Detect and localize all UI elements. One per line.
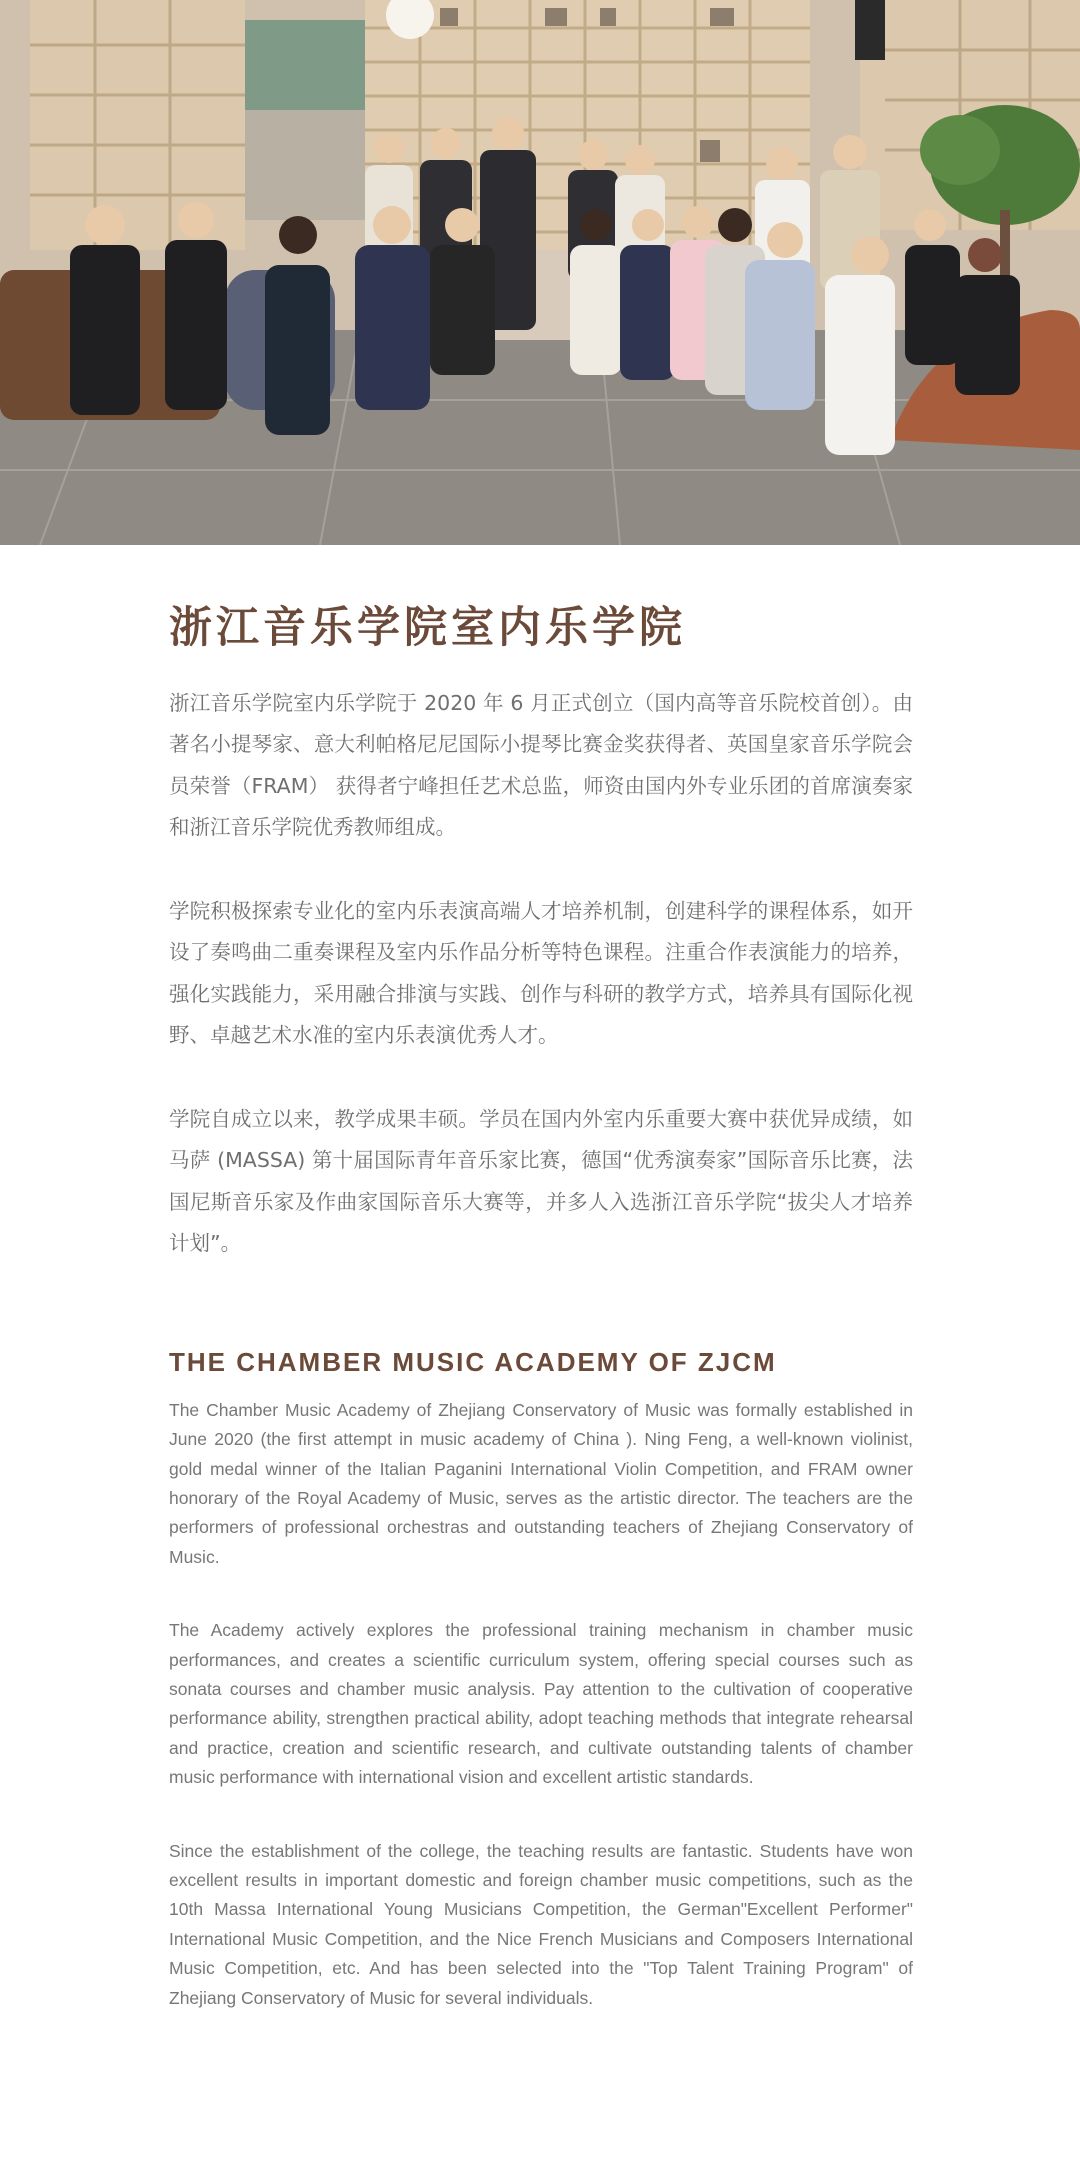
chinese-title: 浙江音乐学院室内乐学院 (169, 603, 686, 653)
group-photo-illustration (0, 0, 1080, 545)
english-paragraph-2: The Academy actively explores the professional training mechanism in chamber music performances, and creates a scientific curriculum system, offering special courses such as sonata courses and chamber music analysis. Pay attention to the cultivation of cooperative performance ability, strengthen practical ability, adopt teaching methods that integrate rehearsal and practice, creation and scientific research, and cultivate outstanding talents of chamber music performance with international vision and excellent artistic standards. (169, 1620, 913, 1788)
bookshelf-left (30, 0, 245, 250)
hero-group-photo (0, 0, 1080, 545)
window (245, 20, 365, 220)
chinese-paragraph-2: 学院积极探索专业化的室内乐表演高端人才培养机制，创建科学的课程体系，如开设了奏鸣曲二重奏课程及室内乐作品分析等特色课程。注重合作表演能力的培养，强化实践能力，采用融合排演与实践、创作与科研的教学方式，培养具有国际化视野、卓越艺术水准的室内乐表演优秀人才。 (169, 898, 913, 1048)
english-title: THE CHAMBER MUSIC ACADEMY OF ZJCM (169, 1346, 777, 1377)
english-paragraph-3: Since the establishment of the college, the teaching results are fantastic. Students have won excellent results in important domestic and foreign chamber music competitions, such as the 10th Massa International Young Musicians Competition, the German"Excellent Performer" International Music Competition, and the Nice French Musicians and Composers International Music Competition, etc. And has been selected into the "Top Talent Training Program" of Zhejiang Conservatory of Music for several individuals. (169, 1840, 913, 2008)
article-content (169, 545, 913, 2013)
chinese-paragraph-3: 学院自成立以来，教学成果丰硕。学员在国内外室内乐重要大赛中获优异成绩，如马萨 (MASSA) 第十届国际青年音乐家比赛，德国“优秀演奏家”国际音乐比赛，法国尼斯音乐家及作曲家国际音乐大赛等，并多人入选浙江音乐学院“拔尖人才培养计划”。 (169, 1106, 913, 1256)
chinese-paragraph-1: 浙江音乐学院室内乐学院于 2020 年 6 月正式创立（国内高等音乐院校首创）。由著名小提琴家、意大利帕格尼尼国际小提琴比赛金奖获得者、英国皇家音乐学院会员荣誉（FRAM） 获得者宁峰担任艺术总监，师资由国内外专业乐团的首席演奏家和浙江音乐学院优秀教师组成。 (169, 690, 913, 840)
english-paragraph-1: The Chamber Music Academy of Zhejiang Conservatory of Music was formally established in June 2020 (the first attempt in music academy of China ). Ning Feng, a well-known violinist, gold medal winner of the Italian Paganini International Violin Competition, and FRAM owner honorary of the Royal Academy of Music, serves as the artistic director. The teachers are the performers of professional orchestras and outstanding teachers of Zhejiang Conservatory of Music. (169, 1399, 913, 1567)
